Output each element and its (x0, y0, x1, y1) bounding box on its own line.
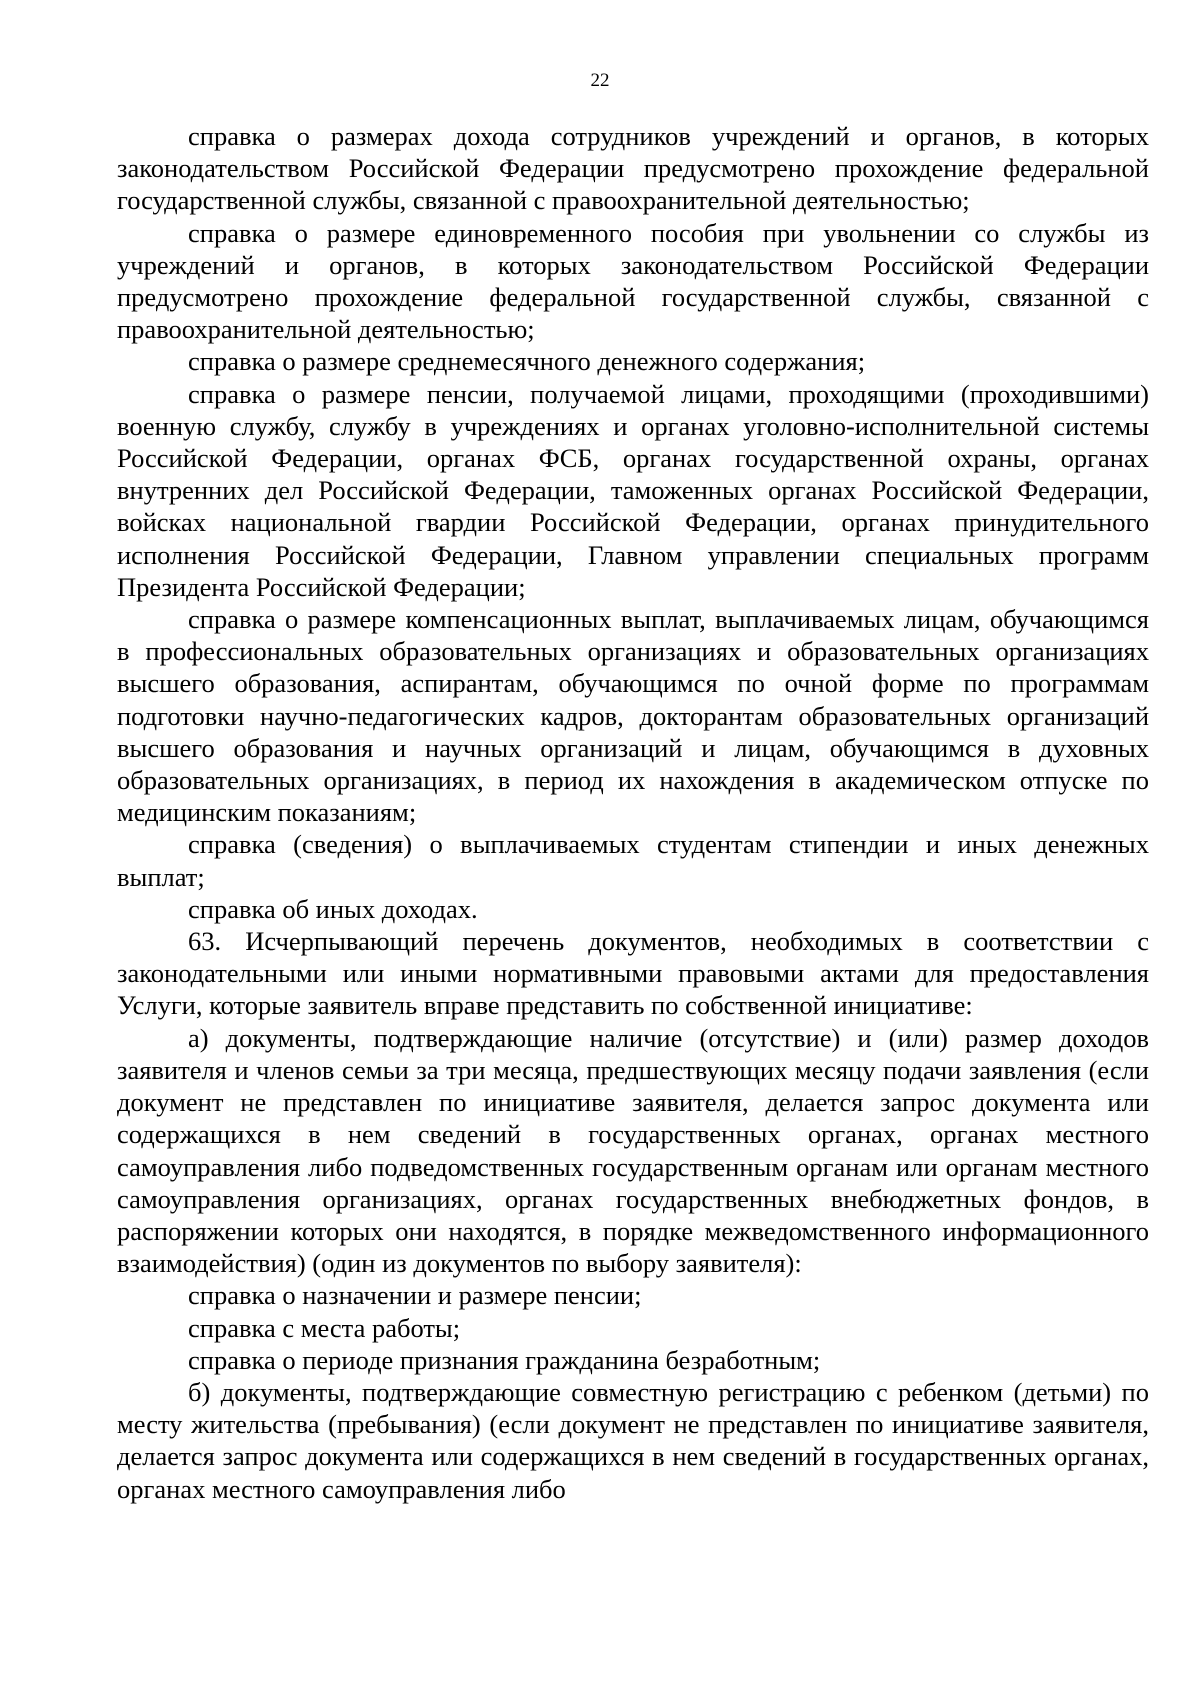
document-body (117, 120, 1149, 1505)
paragraph-compensation-payments: справка о размере компенсационных выплат, выплачиваемых лицам, обучающимся в профессиональных образовательных организациях и образовательных организациях высшего образования, аспирантам, обучающимся по очной форме по программам подготовки научно-педагогических кадров, докторантам образовательных организаций высшего образования и научных организаций и лицам, обучающимся в духовных образовательных организациях, в период их нахождения в академическом отпуске по медицинским показаниям; (117, 604, 1149, 828)
paragraph-other-income: справка об иных доходах. (188, 893, 478, 924)
paragraph-income-law-enforcement-staff: справка о размерах дохода сотрудников учреждений и органов, в которых законодательством Российской Федерации предусмотрено прохождение федеральной государственной службы, связанной с правоохранительной деятельностью; (117, 121, 1149, 216)
paragraph-student-stipends: справка (сведения) о выплачиваемых студентам стипендии и иных денежных выплат; (117, 829, 1149, 892)
paragraph-pension-certificate: справка о назначении и размере пенсии; (188, 1280, 642, 1311)
paragraph-severance-benefit: справка о размере единовременного пособия при увольнении со службы из учреждений и органов, в которых законодательством Российской Федерации предусмотрено прохождение федеральной государственной службы, связанной с правоохранительной деятельностью; (117, 217, 1149, 345)
paragraph-average-monthly-pay: справка о размере среднемесячного денежного содержания; (188, 346, 866, 377)
paragraph-subitem-b: б) документы, подтверждающие совместную регистрацию с ребенком (детьми) по месту жительства (пребывания) (если документ не представлен по инициативе заявителя, делается запрос документа или содержащихся в нем сведений в государственных органах, органах местного самоуправления либо (117, 1376, 1149, 1504)
paragraph-subitem-a: а) документы, подтверждающие наличие (отсутствие) и (или) размер доходов заявителя и членов семьи за три месяца, предшествующих месяцу подачи заявления (если документ не представлен по инициативе заявителя, делается запрос документа или содержащихся в нем сведений в государственных органах, органах местного самоуправления либо подведомственных государственным органам или органам местного самоуправления организациях, органах государственных внебюджетных фондов, в распоряжении которых они находятся, в порядке межведомственного информационного взаимодействия) (один из документов по выбору заявителя): (117, 1022, 1149, 1279)
paragraph-item-63: 63. Исчерпывающий перечень документов, необходимых в соответствии с законодательными или иными нормативными правовыми актами для предоставления Услуги, которые заявитель вправе представить по собственной инициативе: (117, 926, 1149, 1021)
page-number: 22 (590, 70, 610, 91)
paragraph-employment-certificate: справка с места работы; (188, 1312, 461, 1343)
paragraph-military-pension: справка о размере пенсии, получаемой лицами, проходящими (проходившими) военную службу, службу в учреждениях и органах уголовно-исполнительной системы Российской Федерации, органах ФСБ, органах государственной охраны, органах внутренних дел Российской Федерации, таможенных органах Российской Федерации, войсках национальной гвардии Российской Федерации, органах принудительного исполнения Российской Федерации, Главном управлении специальных программ Президента Российской Федерации; (117, 378, 1149, 602)
paragraph-unemployment-certificate: справка о периоде признания гражданина безработным; (188, 1344, 821, 1375)
